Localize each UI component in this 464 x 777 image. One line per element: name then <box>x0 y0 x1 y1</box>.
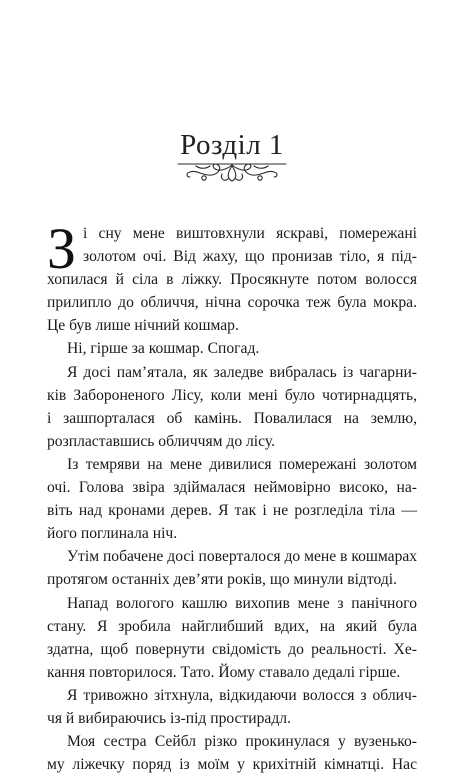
text-line: і зашпорталася об камінь. Повалилася на землю, <box>47 409 417 427</box>
scroll-flourish-icon <box>176 160 288 184</box>
text-line: очі. Голова звіра здіймалася неймовірно високо, на- <box>47 479 417 497</box>
text-line: Напад вологого кашлю вихопив мене з панічного <box>67 594 417 612</box>
text-line: його поглинала ніч. <box>47 525 178 543</box>
text-line: хопилася й сіла в ліжку. Просякнуте потом волосся <box>47 271 417 289</box>
text-line: Я досі пам’ятала, як заледве вибралась із чагарни- <box>67 363 417 381</box>
chapter-body-text <box>47 216 418 776</box>
text-line: прилипло до обличчя, нічна сорочка теж була мокра. <box>47 294 417 312</box>
text-line: віть над кронами дерев. Я так і не розгледіла тіла — <box>47 502 417 520</box>
text-line: і сну мене виштовхнули яскраві, помережані <box>83 225 417 242</box>
text-line: кання повторилося. Тато. Йому ставало дедалі гірше. <box>47 663 401 681</box>
text-line: чя й вибираючись із-під простирадл. <box>47 709 291 727</box>
text-line: Це був лише нічний кошмар. <box>47 317 239 335</box>
chapter-title: Розділ 1 <box>180 129 284 162</box>
text-line: Моя сестра Сейбл різко прокинулася у вузенько- <box>67 733 417 751</box>
text-line: Утім побачене досі поверталося до мене в кошмарах <box>67 548 418 566</box>
drop-cap-letter: З <box>47 216 77 281</box>
text-line: ків Забороненого Лісу, коли мені було чотирнадцять, <box>47 386 417 404</box>
text-line: здатна, щоб повернути свідомість до реальності. Хе- <box>47 640 417 658</box>
text-line: Я тривожно зітхнула, відкидаючи волосся з облич- <box>67 686 417 704</box>
text-line: золотом очі. Від жаху, що пронизав тіло, я під- <box>83 248 417 266</box>
text-line: розпластавшись обличчям до лісу. <box>47 432 275 450</box>
text-line: Із темряви на мене дивилися помережані золотом <box>67 455 417 473</box>
text-line: му ліжечку поряд із моїм у крихітній кімнатці. Нас <box>47 756 417 774</box>
text-line: стану. Я зробила найглибший вдих, на який була <box>47 617 417 635</box>
text-line: протягом останніх дев’яти років, що минули відтоді. <box>47 571 397 589</box>
text-lines <box>47 216 418 776</box>
text-line: Ні, гірше за кошмар. Спогад. <box>67 340 260 358</box>
